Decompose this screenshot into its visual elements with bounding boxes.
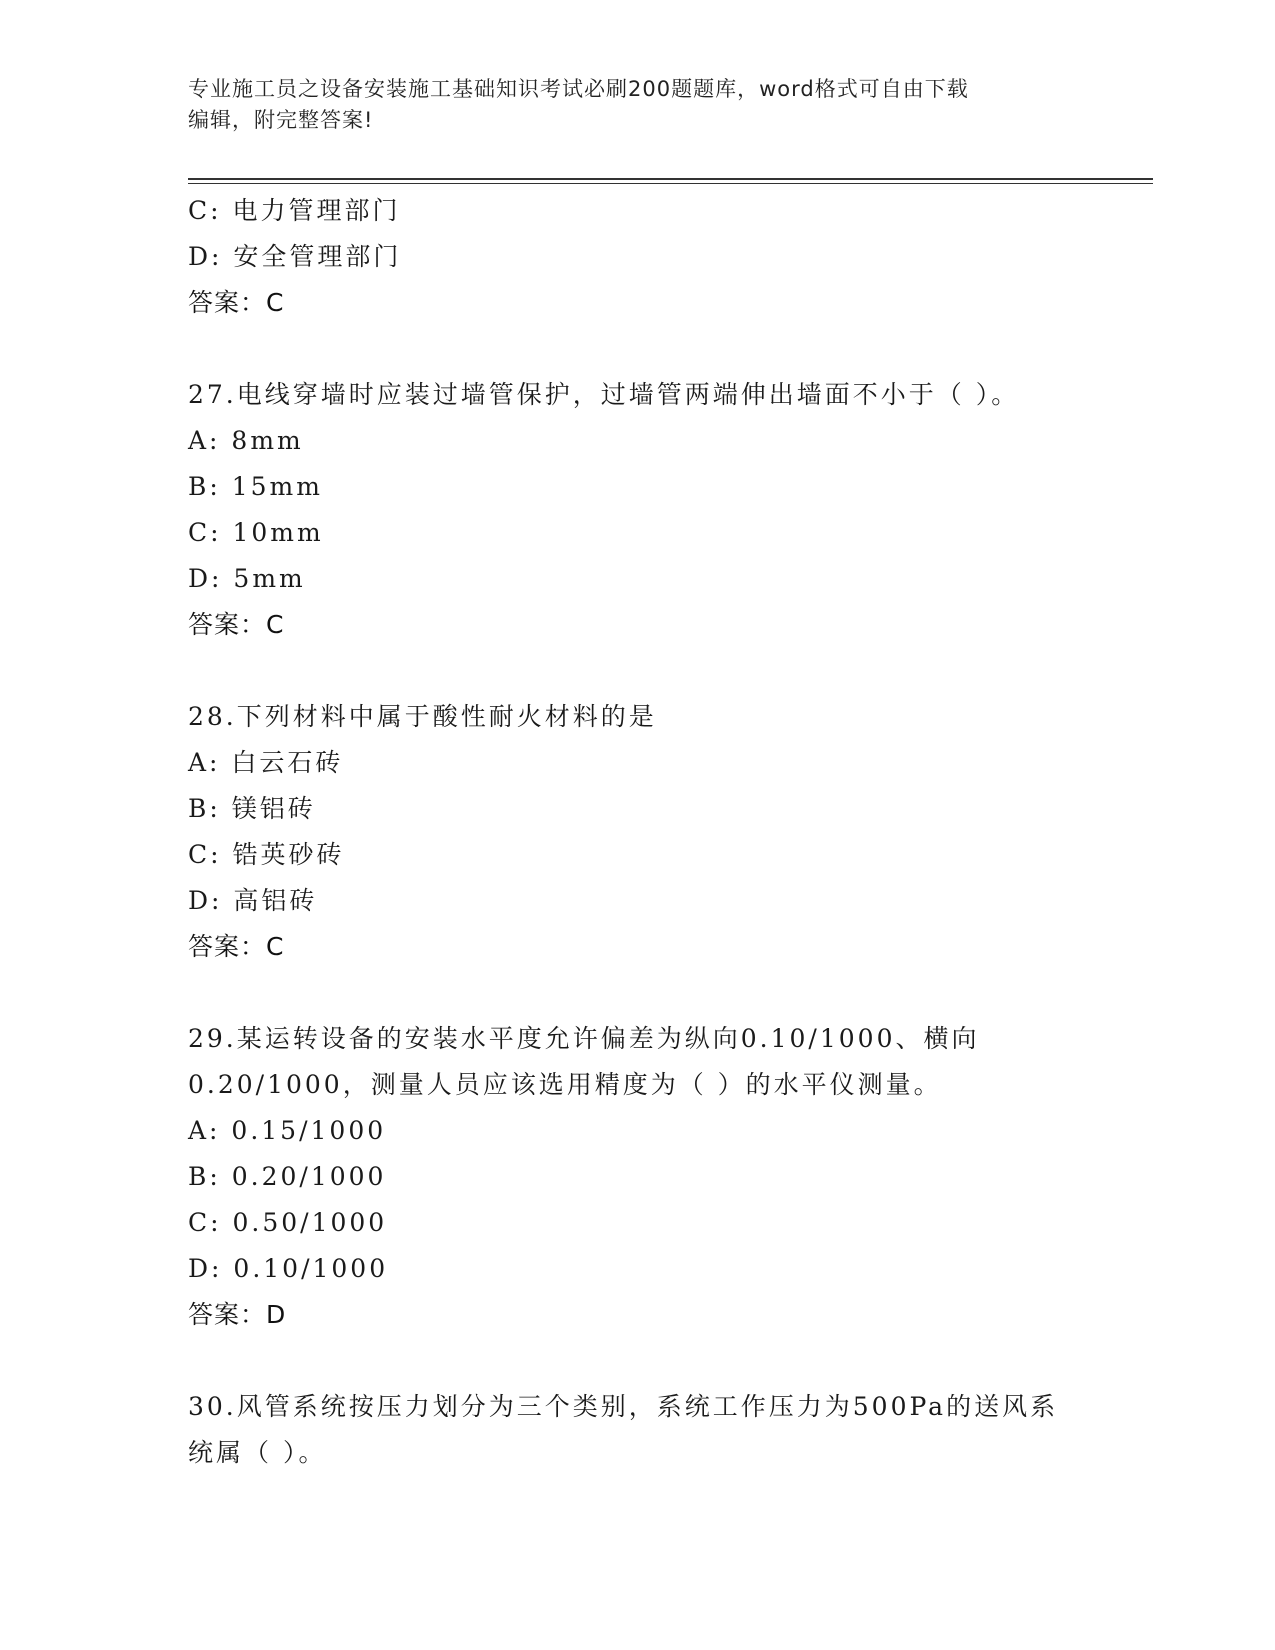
spacer: [188, 970, 1088, 1016]
question-29: [188, 1016, 1088, 1338]
question-28: [188, 694, 1088, 970]
header-title-line-1: 专业施工员之设备安装施工基础知识考试必刷200题题库，word格式可自由下载: [188, 77, 969, 101]
option-b: B: 镁铝砖: [188, 794, 316, 823]
option-b: B: 0.20/1000: [188, 1162, 387, 1191]
answer: 答案：D: [188, 1300, 287, 1329]
question-text-line-1: 29.某运转设备的安装水平度允许偏差为纵向0.10/1000、横向: [188, 1024, 980, 1053]
option-d: D: 0.10/1000: [188, 1254, 389, 1283]
spacer: [188, 1338, 1088, 1384]
spacer: [188, 326, 1088, 372]
header-title-line-2: 编辑，附完整答案!: [188, 108, 374, 132]
option-b: B: 15mm: [188, 472, 323, 501]
option-a: A: 0.15/1000: [188, 1116, 387, 1145]
header-divider-thin: [188, 183, 1153, 184]
option-a: A: 白云石砖: [188, 748, 344, 777]
option-d: D: 高铝砖: [188, 886, 318, 915]
question-text-line-2: 统属（ ）。: [188, 1438, 327, 1467]
question-26-continuation: [188, 188, 1088, 326]
spacer: [188, 648, 1088, 694]
question-text: 27.电线穿墙时应装过墙管保护，过墙管两端伸出墙面不小于（ ）。: [188, 380, 1020, 409]
option-c: C: 0.50/1000: [188, 1208, 388, 1237]
option-c: C: 锆英砂砖: [188, 840, 345, 869]
question-30: [188, 1384, 1088, 1476]
question-27: [188, 372, 1088, 648]
document-header: [188, 74, 1088, 136]
answer: 答案：C: [188, 610, 285, 639]
option-d: D: 5mm: [188, 564, 306, 593]
question-text-line-1: 30.风管系统按压力划分为三个类别，系统工作压力为500Pa的送风系: [188, 1392, 1059, 1421]
option-d: D: 安全管理部门: [188, 242, 402, 271]
question-text: 28.下列材料中属于酸性耐火材料的是: [188, 702, 657, 731]
answer: 答案：C: [188, 288, 285, 317]
option-a: A: 8mm: [188, 426, 304, 455]
option-c: C: 电力管理部门: [188, 196, 401, 225]
header-divider-thick: [188, 178, 1153, 180]
question-list: [188, 188, 1088, 1476]
question-text-line-2: 0.20/1000，测量人员应该选用精度为（ ）的水平仪测量。: [188, 1070, 942, 1099]
option-c: C: 10mm: [188, 518, 324, 547]
answer: 答案：C: [188, 932, 285, 961]
